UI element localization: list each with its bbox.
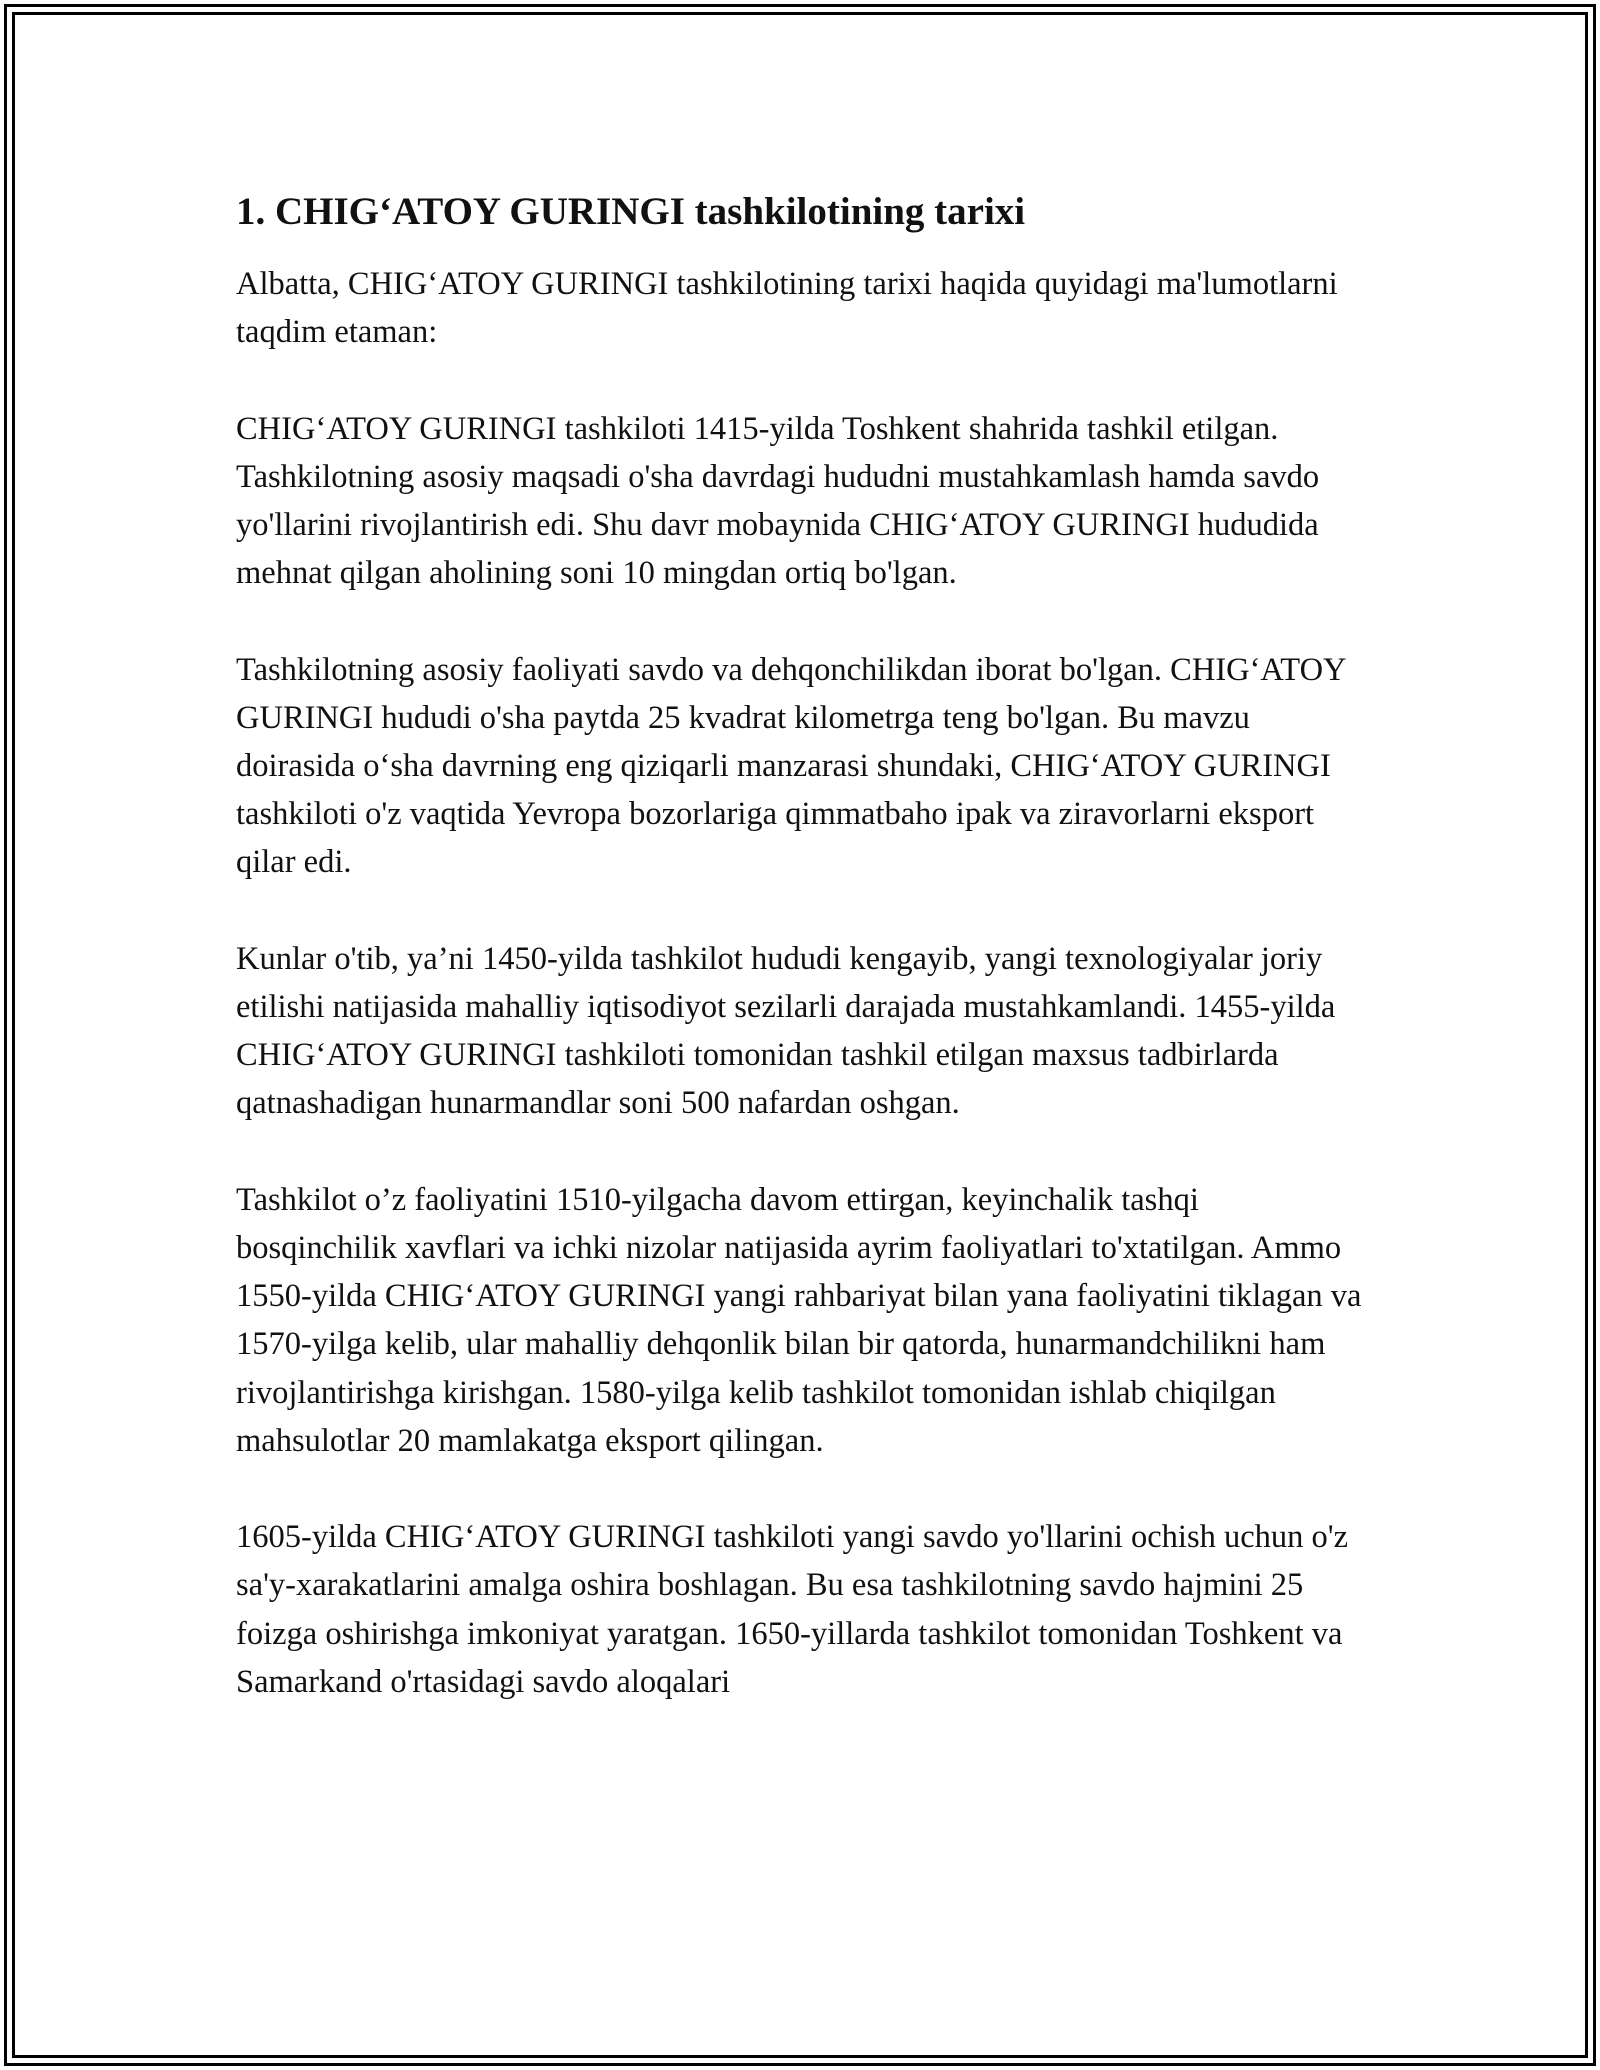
paragraph-expansion: Kunlar o'tib, ya’ni 1450-yilda tashkilot hududi kengayib, yangi texnologiyalar joriy etilishi natijasida mahalliy iqtisodiyot sezilarli darajada mustahkamlandi. 1455-yilda CHIG‘ATOY GURINGI tashkiloti tomonidan tashkil etilgan maxsus tadbirlarda qatnashadigan hunarmandlar soni 500 nafardan oshgan. bbox=[236, 940, 1336, 1122]
paragraph-activity: Tashkilotning asosiy faoliyati savdo va dehqonchilikdan iborat bo'lgan. CHIG‘ATOY GURINGI hududi o'sha paytda 25 kvadrat kilometrga teng bo'lgan. Bu mavzu doirasida o‘sha davrning eng qiziqarli manzarasi shundaki, CHIG‘ATOY GURINGI tashkiloti o'z vaqtida Yevropa bozorlariga qimmatbaho ipak va ziravorlarni eksport qilar edi. bbox=[236, 651, 1346, 881]
document-body bbox=[236, 186, 1366, 1754]
section-heading: 1. CHIG‘ATOY GURINGI tashkilotining tarixi bbox=[236, 190, 1026, 233]
paragraph-intro: Albatta, CHIG‘ATOY GURINGI tashkilotining tarixi haqida quyidagi ma'lumotlarni taqdim etaman: bbox=[236, 266, 1338, 351]
paragraph-trade-routes: 1605-yilda CHIG‘ATOY GURINGI tashkiloti yangi savdo yo'llarini ochish uchun o'z sa'y-xarakatlarini amalga oshira boshlagan. Bu esa tashkilotning savdo hajmini 25 foizga oshirishga imkoniyat yaratgan. 1650-yillarda tashkilot tomonidan Toshkent va Samarkand o'rtasidagi savdo aloqalari bbox=[236, 1519, 1349, 1700]
paragraph-revival: Tashkilot o’z faoliyatini 1510-yilgacha davom ettirgan, keyinchalik tashqi bosqinchilik xavflari va ichki nizolar natijasida ayrim faoliyatlari to'xtatilgan. Ammo 1550-yilda CHIG‘ATOY GURINGI yangi rahbariyat bilan yana faoliyatini tiklagan va 1570-yilga kelib, ular mahalliy dehqonlik bilan bir qatorda, hunarmandchilikni ham rivojlantirishga kirishgan. 1580-yilga kelib tashkilot tomonidan ishlab chiqilgan mahsulotlar 20 mamlakatga eksport qilingan. bbox=[236, 1181, 1362, 1459]
paragraph-founding: CHIG‘ATOY GURINGI tashkiloti 1415-yilda Toshkent shahrida tashkil etilgan. Tashkilotning asosiy maqsadi o'sha davrdagi hududni mustahkamlash hamda savdo yo'llarini rivojlantirish edi. Shu davr mobaynida CHIG‘ATOY GURINGI hududida mehnat qilgan aholining soni 10 mingdan ortiq bo'lgan. bbox=[236, 410, 1320, 592]
